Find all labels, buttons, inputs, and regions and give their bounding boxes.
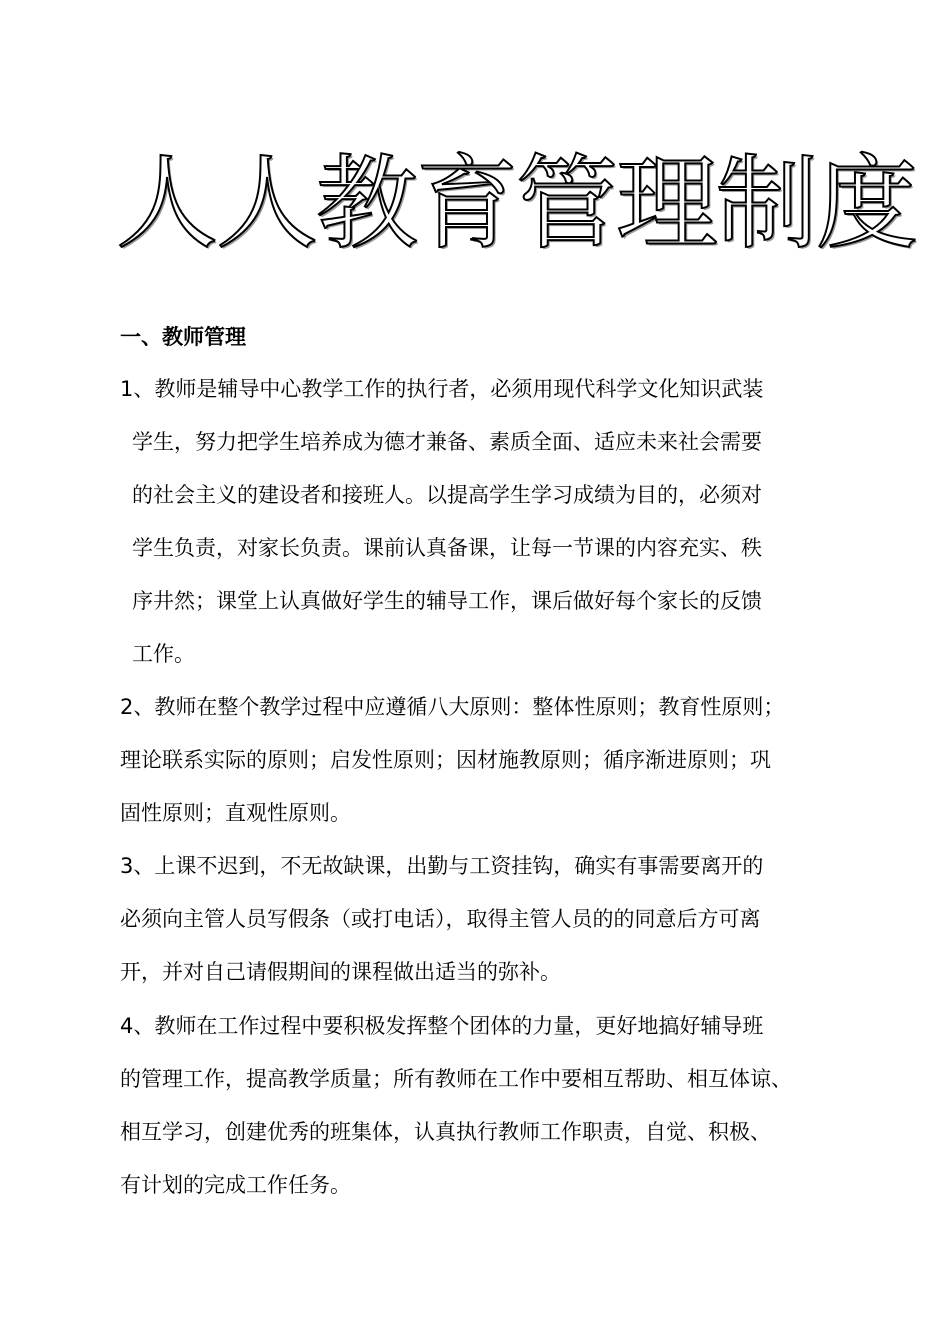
paragraph-line: 2、教师在整个教学过程中应遵循八大原则：整体性原则；教育性原则；: [120, 695, 785, 719]
paragraph-3: [120, 840, 840, 999]
paragraph-1: [120, 363, 840, 681]
paragraph-4: [120, 1000, 840, 1212]
paragraph-line: 学生负责，对家长负责。课前认真备课，让每一节课的内容充实、秩: [132, 536, 762, 560]
paragraph-line: 4、教师在工作过程中要积极发挥整个团体的力量，更好地搞好辅导班: [120, 1014, 764, 1038]
section-heading: 一、教师管理: [120, 325, 246, 349]
paragraph-line: 1、教师是辅导中心教学工作的执行者，必须用现代科学文化知识武装: [120, 377, 764, 401]
paragraph-line: 必须向主管人员写假条（或打电话），取得主管人员的的同意后方可离: [120, 907, 761, 931]
paragraph-line: 固性原则；直观性原则。: [120, 801, 351, 825]
paragraph-line: 工作。: [132, 642, 195, 666]
paragraph-line: 有计划的完成工作任务。: [120, 1173, 351, 1197]
paragraph-2: [120, 681, 840, 840]
paragraph-line: 开，并对自己请假期间的课程做出适当的弥补。: [120, 960, 561, 984]
paragraph-line: 的管理工作，提高教学质量；所有教师在工作中要相互帮助、相互体谅、: [120, 1067, 792, 1091]
paragraph-line: 相互学习，创建优秀的班集体，认真执行教师工作职责，自觉、积极、: [120, 1120, 771, 1144]
paragraph-line: 序井然；课堂上认真做好学生的辅导工作，课后做好每个家长的反馈: [132, 589, 762, 613]
paragraph-line: 3、上课不迟到，不无故缺课，出勤与工资挂钩，确实有事需要离开的: [120, 854, 764, 878]
paragraph-line: 学生，努力把学生培养成为德才兼备、素质全面、适应未来社会需要: [132, 430, 762, 454]
paragraph-line: 理论联系实际的原则；启发性原则；因材施教原则；循序渐进原则；巩: [120, 748, 771, 772]
paragraph-line: 的社会主义的建设者和接班人。以提高学生学习成绩为目的，必须对: [132, 483, 762, 507]
document-title: 人人教育管理制度: [116, 145, 916, 264]
